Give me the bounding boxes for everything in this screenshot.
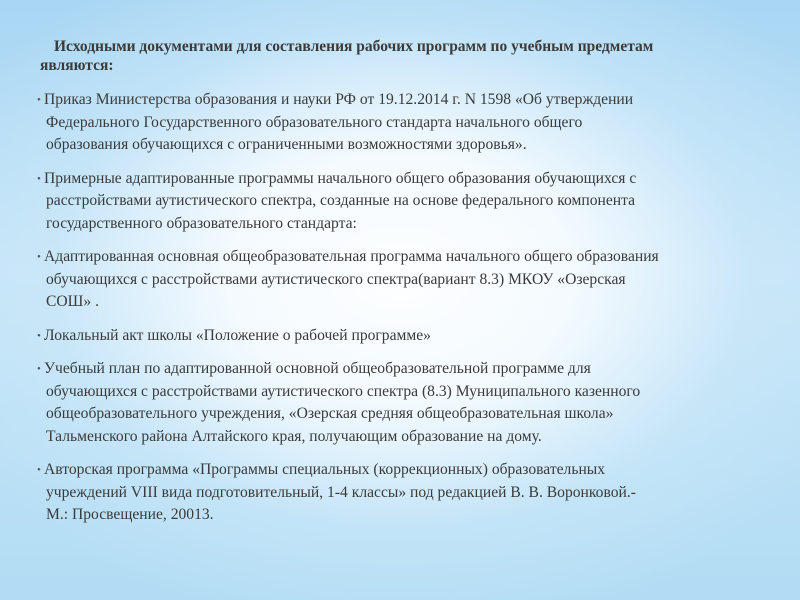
list-item-line: государственного образовательного стандарта: (46, 214, 357, 232)
bullet-icon: • (37, 172, 41, 185)
list-item-line: Авторская программа «Программы специальных (коррекционных) образовательных (44, 461, 606, 478)
list-item-line: учреждений VIII вида подготовительный, 1-4 классы» под редакцией В. В. Воронковой.- (46, 483, 636, 501)
bullet-icon: • (37, 363, 41, 375)
list-item-line: Федерального Государственного образовательного стандарта начального общего (46, 113, 583, 131)
list-item-line: Локальный акт школы «Положение о рабочей программе» (44, 326, 431, 344)
list-item-line: Адаптированная основная общеобразовательная программа начального общего образования (44, 248, 659, 265)
bullet-icon: • (37, 329, 41, 342)
list-item-line: Тальменского района Алтайского края, получающим образование на дому. (46, 427, 542, 445)
list-item-line: Приказ Министерства образования и науки РФ от 19.12.2014 г. N 1598 «Об утверждении (44, 91, 634, 108)
list-item-line: Учебный план по адаптированной основной общеобразовательной программе для (44, 360, 591, 377)
list-item (26, 325, 766, 348)
list-item-line: общеобразовательного учреждения, «Озерская средняя общеобразовательная школа» (46, 405, 614, 422)
bullet-icon: • (37, 251, 41, 263)
list-item-line: обучающихся с расстройствами аутистического спектра(вариант 8.3) МКОУ «Озерская (46, 270, 626, 288)
list-item-line: расстройствами аутистического спектра, созданные на основе федерального компонента (46, 192, 636, 209)
list-item-line: обучающихся с расстройствами аутистического спектра (8.3) Муниципального казенного (46, 382, 641, 400)
list-item (26, 459, 766, 527)
heading-line-1: Исходными документами для составления рабочих программ по учебным предметам (54, 38, 654, 55)
list-item-line: Примерные адаптированные программы начального общего образования обучающихся с (44, 169, 637, 187)
bullet-icon: • (37, 464, 41, 476)
list-item (26, 246, 766, 314)
list-item-line: М.: Просвещение, 20013. (46, 506, 214, 523)
heading-line-2: являются: (40, 57, 114, 74)
list-item (26, 89, 766, 157)
list-item (26, 168, 766, 236)
bullet-icon: • (37, 94, 41, 106)
documents-list (26, 89, 766, 538)
list-item (26, 358, 766, 448)
list-item-line: СОШ» . (46, 293, 99, 310)
slide-heading (40, 37, 780, 75)
list-item-line: образования обучающихся с ограниченными возможностями здоровья». (46, 136, 527, 153)
